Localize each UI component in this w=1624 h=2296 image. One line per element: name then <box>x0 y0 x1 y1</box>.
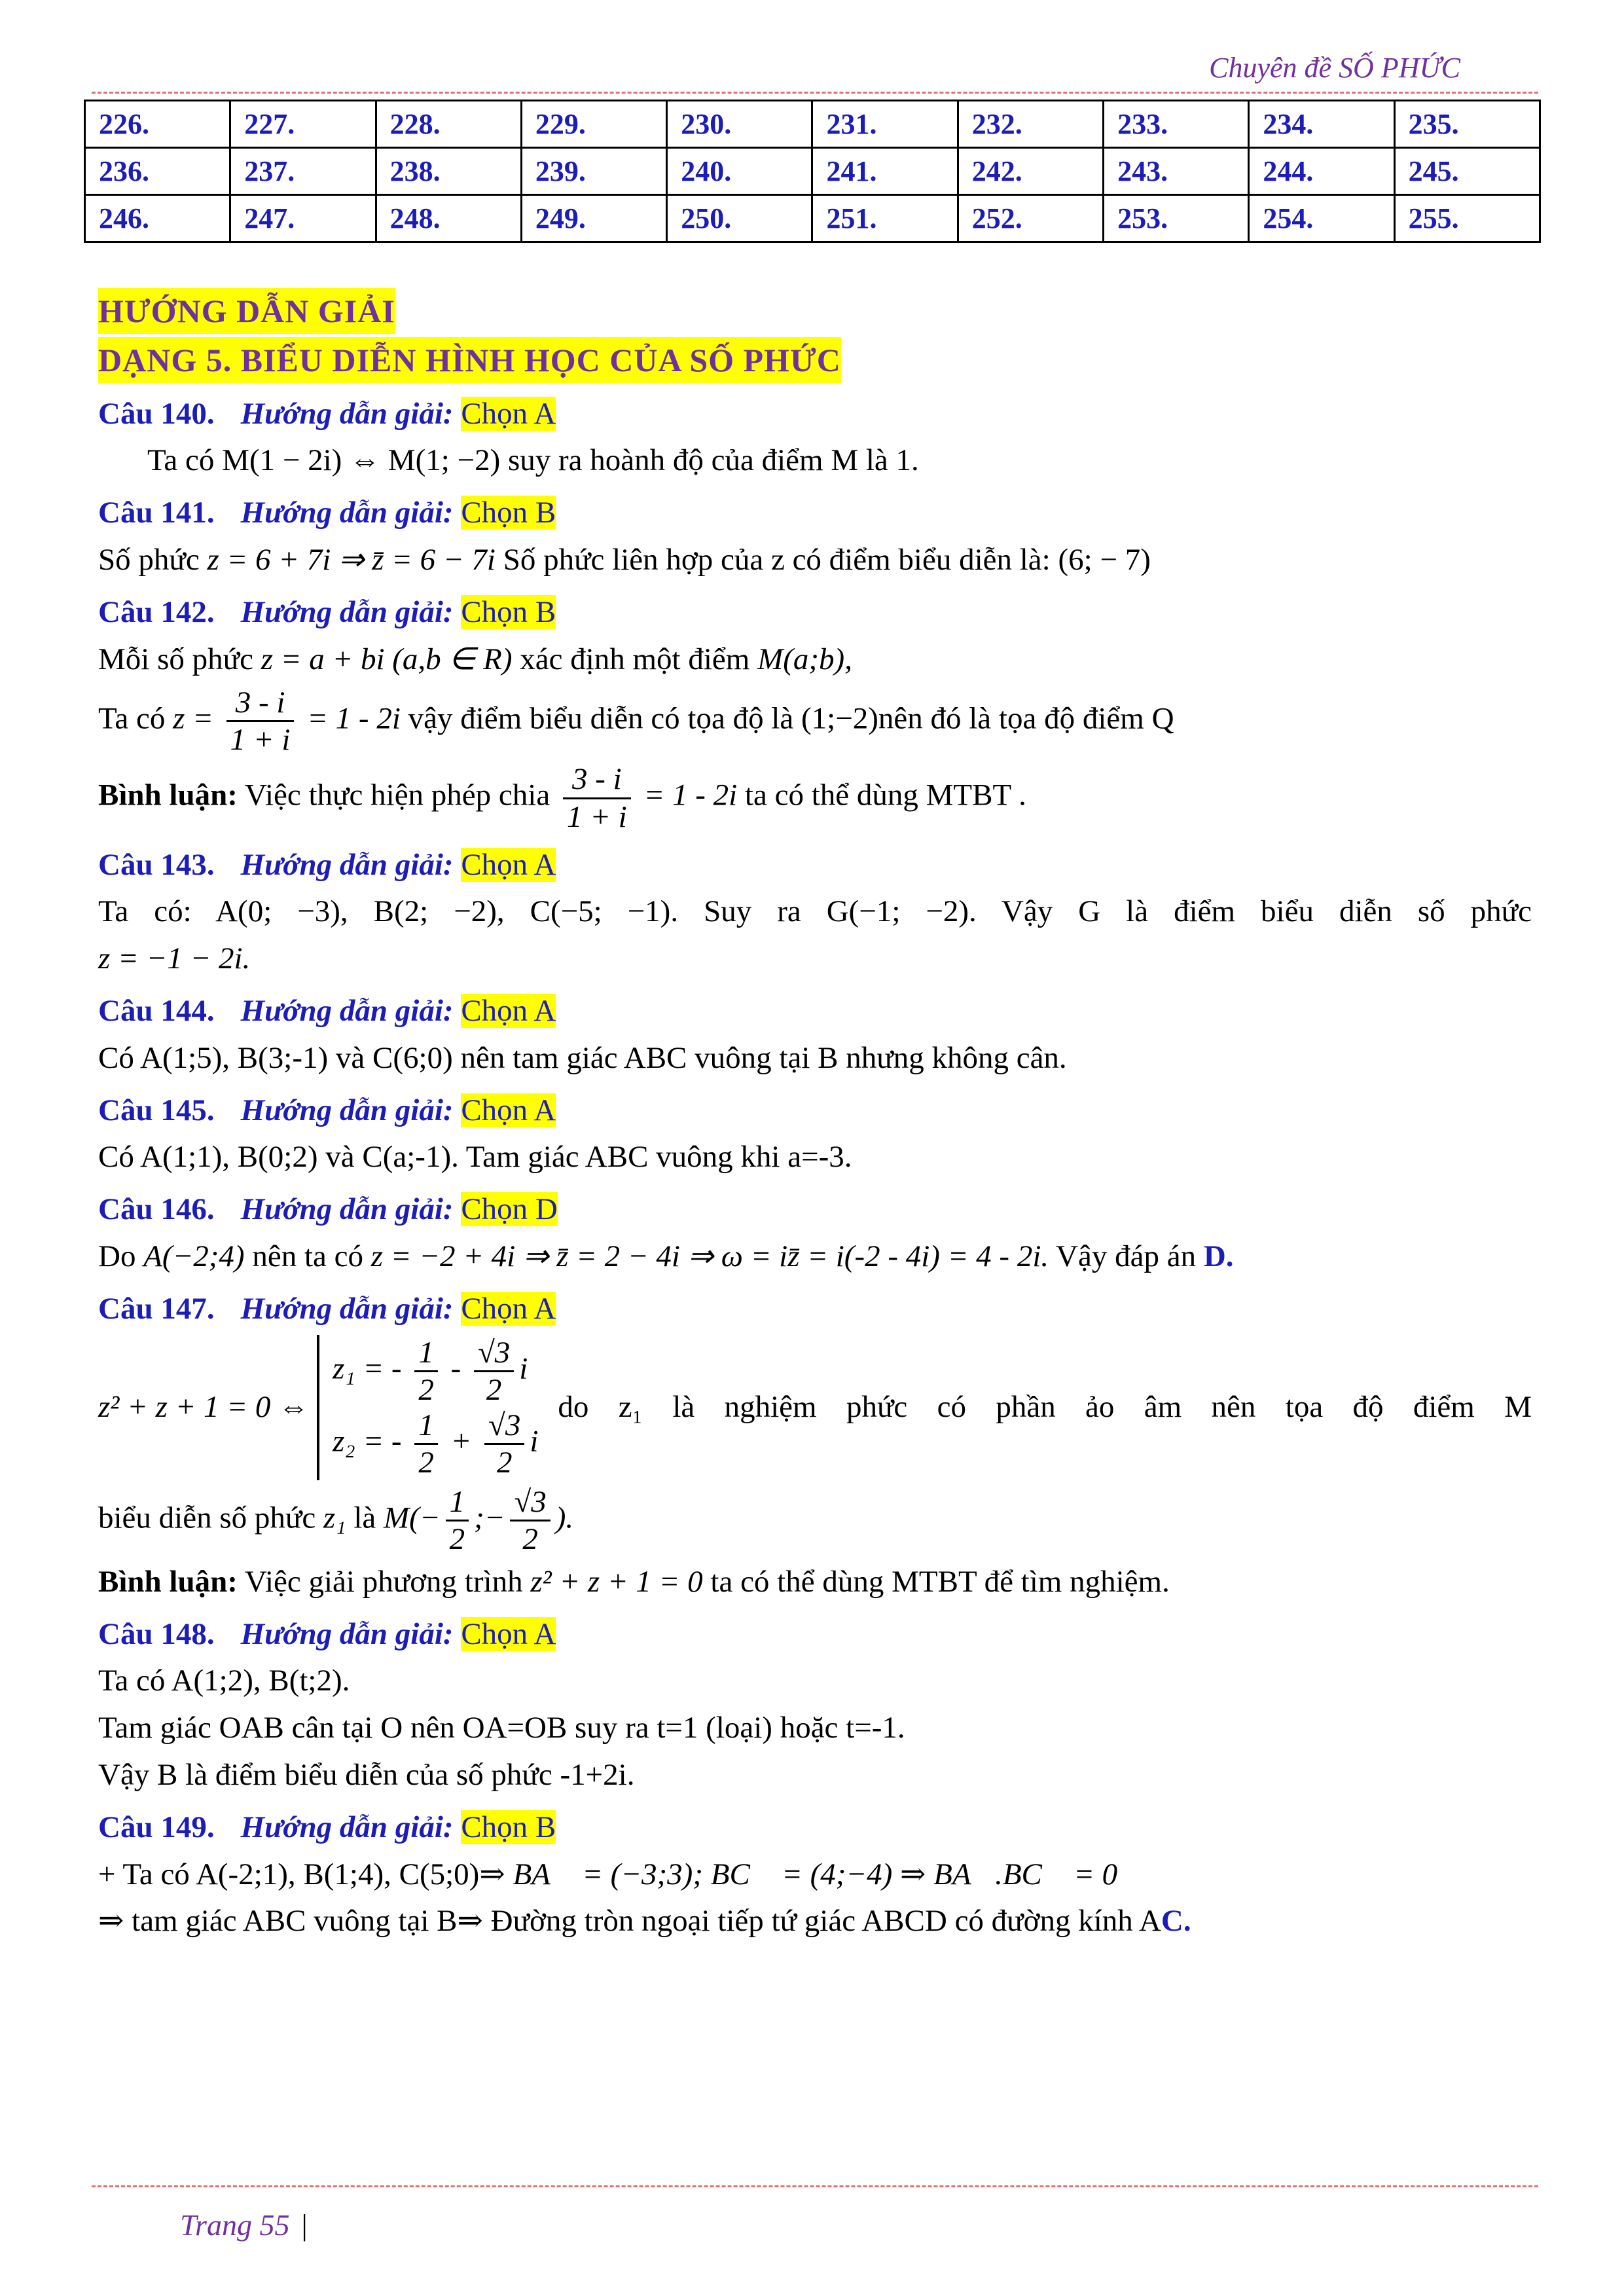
answer-cell: 255. <box>1394 195 1540 242</box>
question-149-header: Câu 149. Hướng dẫn giải: Chọn B <box>98 1810 556 1844</box>
answer-cell: 227. <box>230 101 376 148</box>
footer-divider <box>92 2185 1538 2187</box>
q144-line: Có A(1;5), B(3;-1) và C(6;0) nên tam giác ABC vuông tại B nhưng không cân. <box>98 1040 1067 1075</box>
answer-table-row <box>85 195 1540 242</box>
q147-line-3: Bình luận: Việc giải phương trình z² + z + 1 = 0 ta có thể dùng MTBT để tìm nghiệm. <box>98 1564 1170 1599</box>
section-subtitle: DẠNG 5. BIỂU DIỄN HÌNH HỌC CỦA SỐ PHỨC <box>98 337 841 383</box>
question-146-header: Câu 146. Hướng dẫn giải: Chọn D <box>98 1192 558 1227</box>
answer-cell: 230. <box>667 101 812 148</box>
question-143-header: Câu 143. Hướng dẫn giải: Chọn A <box>98 847 556 882</box>
header-title: Chuyên đề SỐ PHỨC <box>1209 52 1460 84</box>
answer-choice: Chọn B <box>461 1810 556 1844</box>
answer-cell: 239. <box>521 148 666 195</box>
answer-cell: 246. <box>85 195 230 242</box>
footer-label: Trang <box>180 2208 252 2242</box>
q148-line-3: Vậy B là điểm biểu diễn của số phức -1+2i. <box>98 1758 635 1792</box>
answer-cell: 244. <box>1249 148 1394 195</box>
question-142-header: Câu 142. Hướng dẫn giải: Chọn B <box>98 594 556 629</box>
answer-choice: Chọn A <box>461 396 556 431</box>
fraction: $\frac{3 - i}{1 + i}$ <box>226 685 295 757</box>
answer-cell: 228. <box>376 101 521 148</box>
answer-cell: 238. <box>376 148 521 195</box>
question-140-header: Câu 140. Hướng dẫn giải: Chọn A <box>98 396 556 431</box>
answer-cell: 247. <box>230 195 376 242</box>
answer-cell: 254. <box>1249 195 1394 242</box>
q146-line: Do A(−2;4) nên ta có z = −2 + 4i ⇒ z̄ = 2 − 4i ⇒ ω = iz̄ = i(-2 - 4i) = 4 - 2i. Vậy đáp án D. <box>98 1239 1234 1273</box>
answer-choice: Chọn B <box>461 496 556 530</box>
answer-cell: 232. <box>958 101 1103 148</box>
page-footer: Trang 55 | <box>180 2208 308 2242</box>
answer-cell: 236. <box>85 148 230 195</box>
answer-cell: 253. <box>1104 195 1249 242</box>
question-144-header: Câu 144. Hướng dẫn giải: Chọn A <box>98 993 556 1028</box>
q147-system: z² + z + 1 = 0 ⇔ z₁ = - $\frac{1}{2}$ - $\frac{√3}{2}$ i z₂ = - $\frac{1}{2}$ + $\frac{√3}{2}$ i do z₁ là nghiệm phức có phần ảo âm nên tọa độ điểm M <box>98 1335 1532 1480</box>
answer-cell: 245. <box>1394 148 1540 195</box>
header-divider <box>92 92 1538 94</box>
answer-cell: 233. <box>1104 101 1249 148</box>
q140-line: Ta có M(1 − 2i) ⇔ M(1; −2) suy ra hoành độ của điểm M là 1. <box>147 443 919 478</box>
answer-cell: 226. <box>85 101 230 148</box>
fraction: $\frac{3 - i}{1 + i}$ <box>563 761 631 834</box>
question-147-header: Câu 147. Hướng dẫn giải: Chọn A <box>98 1291 556 1326</box>
answer-cell: 250. <box>667 195 812 242</box>
answer-cell: 237. <box>230 148 376 195</box>
answer-choice: Chọn A <box>461 1093 556 1127</box>
q149-line-2: ⇒ tam giác ABC vuông tại B⇒ Đường tròn ngoại tiếp tứ giác ABCD có đường kính AC. <box>98 1904 1191 1939</box>
solution-content <box>98 288 1532 1947</box>
q142-line-1: Mỗi số phức z = a + bi (a,b ∈ R) xác định một điểm M(a;b), <box>98 642 852 676</box>
answer-choice: Chọn D <box>461 1192 558 1227</box>
q141-line: Số phức z = 6 + 7i ⇒ z̄ = 6 − 7i Số phức liên hợp của z có điểm biểu diễn là: (6; − 7) <box>98 542 1151 577</box>
answer-cell: 240. <box>667 148 812 195</box>
answer-cell: 234. <box>1249 101 1394 148</box>
answer-cell: 241. <box>812 148 958 195</box>
section-title: HƯỚNG DẪN GIẢI <box>98 288 395 334</box>
q145-line: Có A(1;1), B(0;2) và C(a;-1). Tam giác ABC vuông khi a=-3. <box>98 1140 852 1175</box>
question-148-header: Câu 148. Hướng dẫn giải: Chọn A <box>98 1616 556 1651</box>
q149-line-1: + Ta có A(-2;1), B(1;4), C(5;0)⇒ BA⃗ = (−3;3); BC⃗ = (4;−4) ⇒ BA⃗.BC⃗ = 0 <box>98 1857 1118 1891</box>
answer-cell: 231. <box>812 101 958 148</box>
answer-choice: Chọn A <box>461 1616 556 1651</box>
answer-choice: Chọn A <box>461 847 556 882</box>
answer-cell: 251. <box>812 195 958 242</box>
question-141-header: Câu 141. Hướng dẫn giải: Chọn B <box>98 496 556 530</box>
answer-cell: 229. <box>521 101 666 148</box>
q143-line-2: z = −1 − 2i. <box>98 941 251 976</box>
q148-line-2: Tam giác OAB cân tại O nên OA=OB suy ra t=1 (loại) hoặc t=-1. <box>98 1711 905 1745</box>
q147-line-2: biểu diễn số phức z₁ là M(− $\frac{1}{2}$ ;− $\frac{√3}{2}$ ). <box>98 1484 574 1556</box>
q142-line-3: Bình luận: Việc thực hiện phép chia $\frac{3 - i}{1 + i}$ = 1 - 2i ta có thể dùng MTBT . <box>98 762 1026 834</box>
answer-table-row <box>85 101 1540 148</box>
answer-choice: Chọn B <box>461 594 556 629</box>
q148-line-1: Ta có A(1;2), B(t;2). <box>98 1664 350 1698</box>
answer-table-row <box>85 148 1540 195</box>
answer-cell: 252. <box>958 195 1103 242</box>
equation-system: z₁ = - $\frac{1}{2}$ - $\frac{√3}{2}$ i z₂ = - $\frac{1}{2}$ + $\frac{√3}{2}$ i <box>317 1335 538 1480</box>
page-number: 55 <box>259 2208 290 2242</box>
answer-table <box>84 100 1541 243</box>
answer-choice: Chọn A <box>461 1291 556 1326</box>
answer-cell: 235. <box>1394 101 1540 148</box>
question-145-header: Câu 145. Hướng dẫn giải: Chọn A <box>98 1093 556 1127</box>
answer-choice: Chọn A <box>461 993 556 1028</box>
answer-cell: 243. <box>1104 148 1249 195</box>
answer-cell: 249. <box>521 195 666 242</box>
q143-line-1: Ta có: A(0; −3), B(2; −2), C(−5; −1). Suy ra G(−1; −2). Vậy G là điểm biểu diễn số phức <box>98 894 1532 929</box>
q142-line-2: Ta có z = $\frac{3 - i}{1 + i}$ = 1 - 2i vậy điểm biểu diễn có tọa độ là (1;−2)nên đó là tọa độ điểm Q <box>98 685 1174 757</box>
answer-cell: 242. <box>958 148 1103 195</box>
answer-cell: 248. <box>376 195 521 242</box>
